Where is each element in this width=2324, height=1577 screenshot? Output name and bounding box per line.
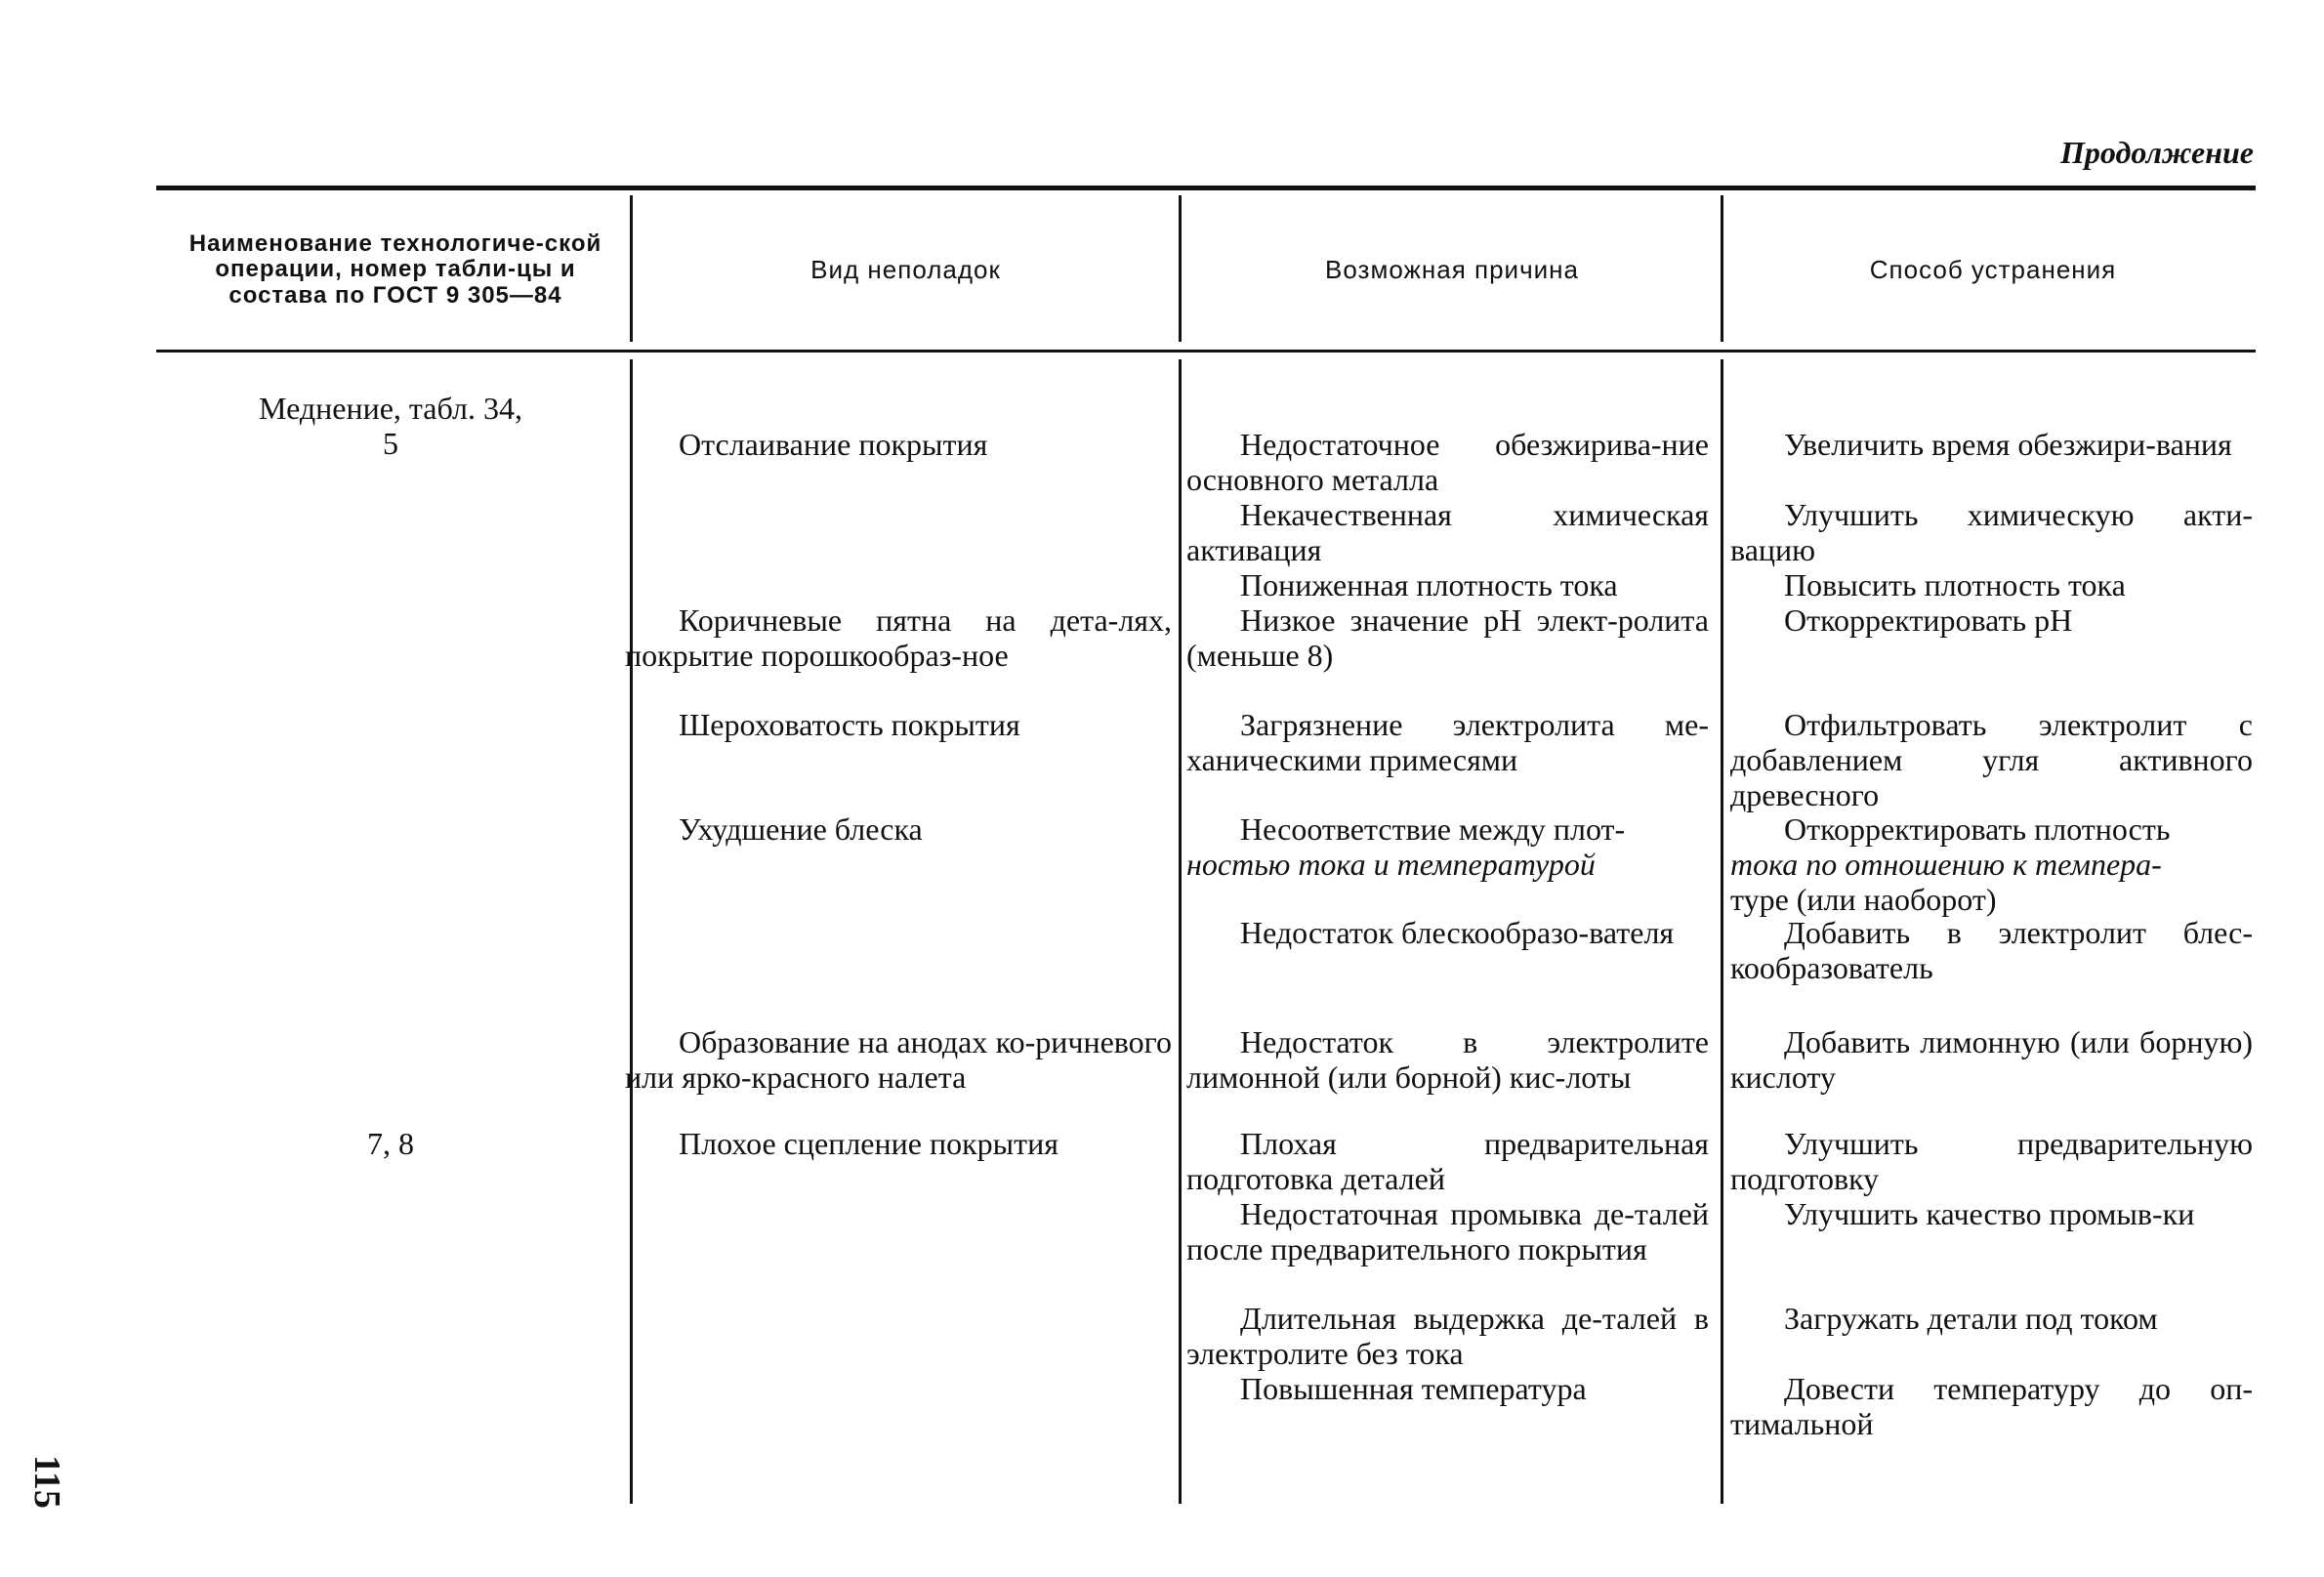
header-defect: Вид неполадок xyxy=(810,255,1001,284)
header-operation: Наименование технологиче-ской операции, номер табли-цы и состава по ГОСТ 9 305—84 xyxy=(188,229,602,309)
defect-peeling: Отслаивание покрытия xyxy=(679,427,988,462)
cause-low-ph: Низкое значение pH элект-ролита (меньше 8) xyxy=(1186,602,1709,673)
cause-acid: Недостаток в электролите лимонной (или борной) кис-лоты xyxy=(1186,1024,1709,1095)
page-number: 115 xyxy=(26,1455,67,1509)
body-divider-1 xyxy=(630,359,633,1504)
operation-name: Меднение, табл. 34, xyxy=(259,391,522,426)
composition-7-8: 7, 8 xyxy=(367,1126,414,1161)
cause-holding: Длительная выдержка де-талей в электролите без тока xyxy=(1186,1301,1709,1371)
cause-temperature: Повышенная температура xyxy=(1240,1371,1587,1406)
header-remedy: Способ устранения xyxy=(1869,255,2117,284)
remedy-preparation: Улучшить предварительную подготовку xyxy=(1730,1126,2253,1196)
table-header-rule xyxy=(156,350,2256,353)
remedy-adjust xyxy=(1730,811,2253,917)
defect-roughness: Шероховатость покрытия xyxy=(679,707,1020,742)
body-divider-2 xyxy=(1179,359,1182,1504)
cause-activation: Некачественная химическая активация xyxy=(1186,497,1709,567)
remedy-acid: Добавить лимонную (или борную) кислоту xyxy=(1730,1024,2253,1095)
header-divider-1 xyxy=(630,195,633,342)
remedy-adjust-line-1: Откорректировать плотность xyxy=(1784,811,2171,847)
cause-mismatch xyxy=(1186,811,1709,882)
remedy-ph: Откорректировать pH xyxy=(1784,602,2073,638)
remedy-adjust-line-3: туре (или наоборот) xyxy=(1730,882,1997,917)
continuation-label: Продолжение xyxy=(2060,135,2254,170)
cause-degreasing: Недостаточное обезжирива-ние основного металла xyxy=(1186,427,1709,497)
cause-mismatch-line-1: Несоответствие между плот- xyxy=(1240,811,1626,847)
remedy-current: Повысить плотность тока xyxy=(1784,567,2126,602)
cause-mismatch-line-2: ностью тока и температурой xyxy=(1186,847,1596,882)
remedy-temperature: Довести температуру до оп-тимальной xyxy=(1730,1371,2253,1441)
defect-anode-film: Образование на анодах ко-ричневого или ярко-красного налета xyxy=(625,1024,1172,1095)
remedy-adjust-line-2: тока по отношению к темпера- xyxy=(1730,847,2162,882)
remedy-filter: Отфильтровать электролит с добавлением угля активного древесного xyxy=(1730,707,2253,812)
cause-contamination: Загрязнение электролита ме-ханическими примесями xyxy=(1186,707,1709,777)
cause-brightener: Недостаток блескообразо-вателя xyxy=(1240,915,1675,950)
remedy-brightener: Добавить в электролит блес-кообразователь xyxy=(1730,915,2253,985)
cause-preparation: Плохая предварительная подготовка деталей xyxy=(1186,1126,1709,1196)
remedy-loading: Загружать детали под током xyxy=(1784,1301,2158,1336)
header-cause: Возможная причина xyxy=(1325,255,1579,284)
remedy-degreasing: Увеличить время обезжири-вания xyxy=(1784,427,2232,462)
defect-brown-spots: Коричневые пятна на дета-лях, покрытие порошкообраз-ное xyxy=(625,602,1172,673)
defect-gloss: Ухудшение блеска xyxy=(679,811,923,847)
composition-5: 5 xyxy=(383,426,398,461)
defect-adhesion: Плохое сцепление покрытия xyxy=(679,1126,1058,1161)
remedy-activation: Улучшить химическую акти-вацию xyxy=(1730,497,2253,567)
remedy-rinsing: Улучшить качество промыв-ки xyxy=(1784,1196,2195,1231)
cause-low-current: Пониженная плотность тока xyxy=(1240,567,1618,602)
body-divider-3 xyxy=(1721,359,1723,1504)
header-divider-2 xyxy=(1179,195,1182,342)
header-divider-3 xyxy=(1721,195,1723,342)
cause-rinsing: Недостаточная промывка де-талей после предварительного покрытия xyxy=(1186,1196,1709,1266)
